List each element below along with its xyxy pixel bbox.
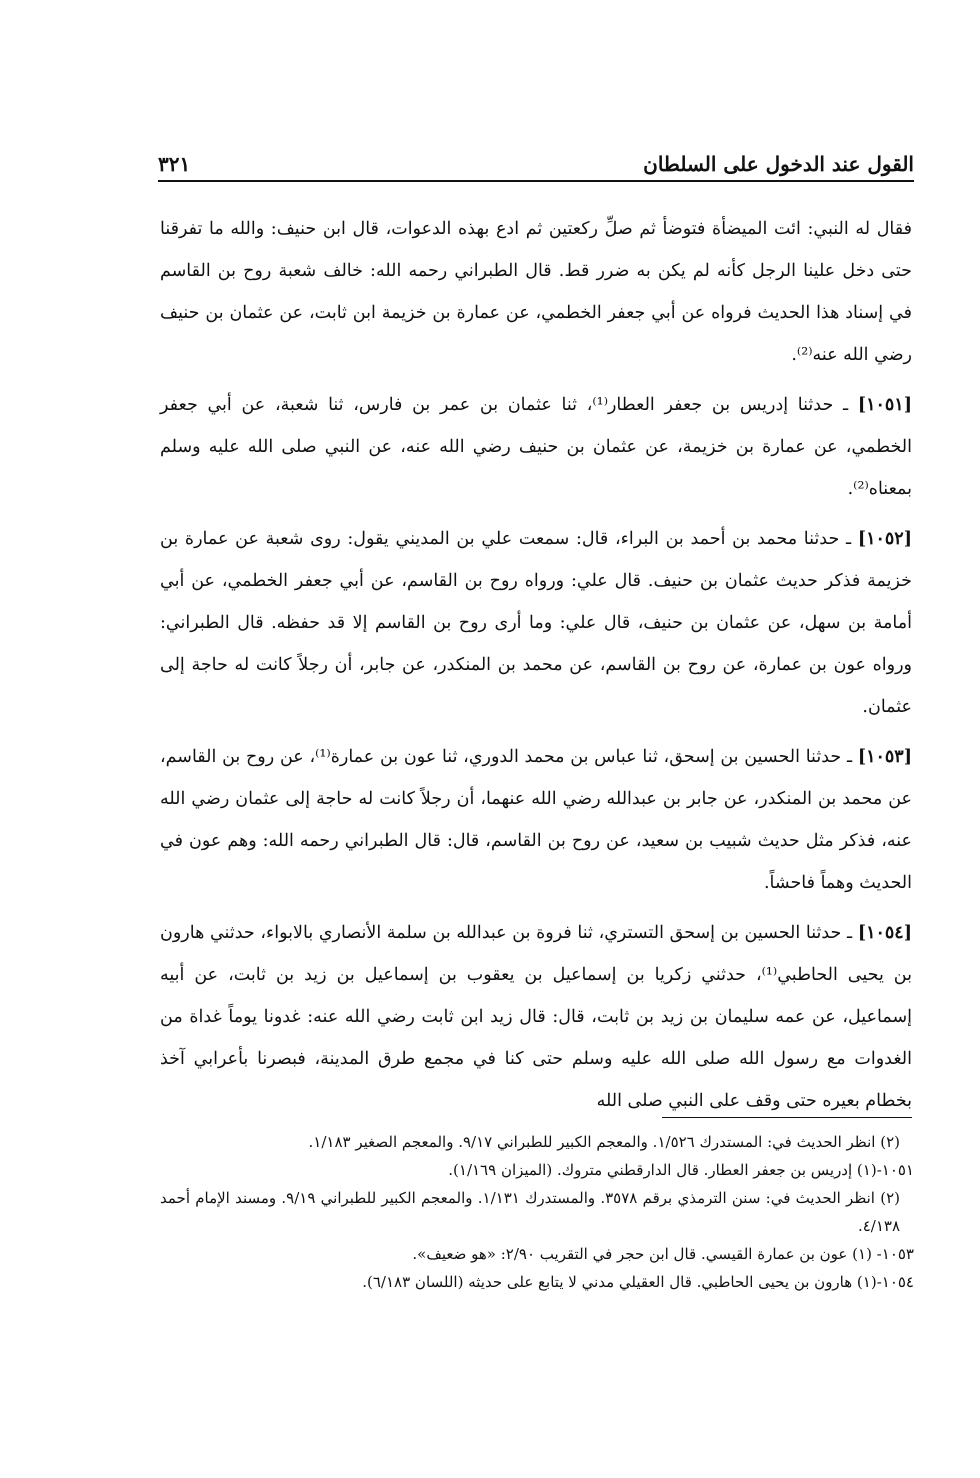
footnote: (٢) انظر الحديث في: المستدرك ١/٥٢٦. والمعجم الكبير للطبراني ٩/١٧. والمعجم الصغير ١/١٨٣. [308,1133,900,1151]
hadith-number: [١٠٥٤] [857,923,912,943]
footnote-divider [662,1117,912,1118]
page-header [158,140,914,182]
footnote: ١٠٥١-(١) إدريس بن جعفر العطار. قال الدارقطني متروك. (الميزان ١/١٦٩). [448,1161,914,1179]
hadith-1053 [160,736,912,904]
main-text [160,208,912,1130]
hadith-1052 [160,518,912,728]
hadith-1054 [160,912,912,1122]
paragraph-text: ـ حدثنا محمد بن أحمد بن البراء، قال: سمعت علي بن المديني يقول: روى شعبة عن عمارة بن خزيمة فذكر حديث عثمان بن حنيف. قال علي: ورواه روح بن القاسم، عن أبي جعفر الخطمي، عن أبي أمامة بن سهل، عن عثمان بن حنيف، قال علي: وما أرى روح بن القاسم إلا قد حفظه. قال الطبراني: ورواه عون بن عمارة، عن روح بن القاسم، عن محمد بن المنكدر، عن جابر، أن رجلاً كانت له حاجة إلى عثمان. [160,529,912,717]
paragraph-text: ـ حدثنا الحسين بن إسحق، ثنا عباس بن محمد الدوري، ثنا عون بن عمارة⁽¹⁾، عن روح بن القاسم، عن محمد بن المنكدر، عن جابر بن عبدالله رضي الله عنهما، أن رجلاً كانت له حاجة إلى عثمان رضي الله عنه، فذكر مثل حديث شبيب بن سعيد، عن روح بن القاسم، قال: قال الطبراني رحمه الله: وهم عون في الحديث وهماً فاحشاً. [160,747,912,893]
hadith-number: [١٠٥١] [857,395,912,415]
page-number: ٣٢١ [158,152,191,176]
paragraph-text: ـ حدثنا إدريس بن جعفر العطار⁽¹⁾، ثنا عثمان بن عمر بن فارس، ثنا شعبة، عن أبي جعفر الخطمي، عن عمارة بن خزيمة، عن عثمان بن حنيف رضي الله عنه، عن النبي صلى الله عليه وسلم بمعناه⁽²⁾. [160,395,912,499]
hadith-number: [١٠٥٣] [857,747,912,767]
paragraph-text: فقال له النبي: ائت الميضأة فتوضأ ثم صلِّ ركعتين ثم ادع بهذه الدعوات، قال ابن حنيف: والله ما تفرقنا حتى دخل علينا الرجل كأنه لم يكن به ضرر قط. قال الطبراني رحمه الله: خالف شعبة روح بن القاسم في إسناد هذا الحديث فرواه عن أبي جعفر الخطمي، عن عمارة بن خزيمة ابن ثابت، عن عثمان بن حنيف رضي الله عنه⁽²⁾. [160,219,912,365]
hadith-number: [١٠٥٢] [857,529,912,549]
paragraph-continuation [160,208,912,376]
footnote: ١٠٥٣- (١) عون بن عمارة القيسي. قال ابن حجر في التقريب ٢/٩٠: «هو ضعيف». [412,1245,914,1263]
footnotes [160,1128,914,1296]
paragraph-text: ـ حدثنا الحسين بن إسحق التستري، ثنا فروة بن عبدالله بن سلمة الأنصاري بالابواء، حدثني هارون بن يحيى الحاطبي⁽¹⁾، حدثني زكريا بن إسماعيل بن يعقوب بن إسماعيل بن زيد بن ثابت، عن أبيه إسماعيل، عن عمه سليمان بن زيد بن ثابت، قال: قال زيد ابن ثابت رضي الله عنه: غدونا يوماً غداة من الغدوات مع رسول الله صلى الله عليه وسلم حتى كنا في مجمع طرق المدينة، فبصرنا بأعرابي آخذ بخطام بعيره حتى وقف على النبي صلى الله [160,923,912,1111]
footnote: (٢) انظر الحديث في: سنن الترمذي برقم ٣٥٧٨. والمستدرك ١/١٣١. والمعجم الكبير للطبراني ٩/١٩. ومسند الإمام أحمد ٤/١٣٨. [160,1189,900,1235]
running-title: القول عند الدخول على السلطان [643,152,914,176]
hadith-1051 [160,384,912,510]
footnote: ١٠٥٤-(١) هارون بن يحيى الحاطبي. قال العقيلي مدني لا يتابع على حديثه (اللسان ٦/١٨٣). [362,1273,914,1291]
